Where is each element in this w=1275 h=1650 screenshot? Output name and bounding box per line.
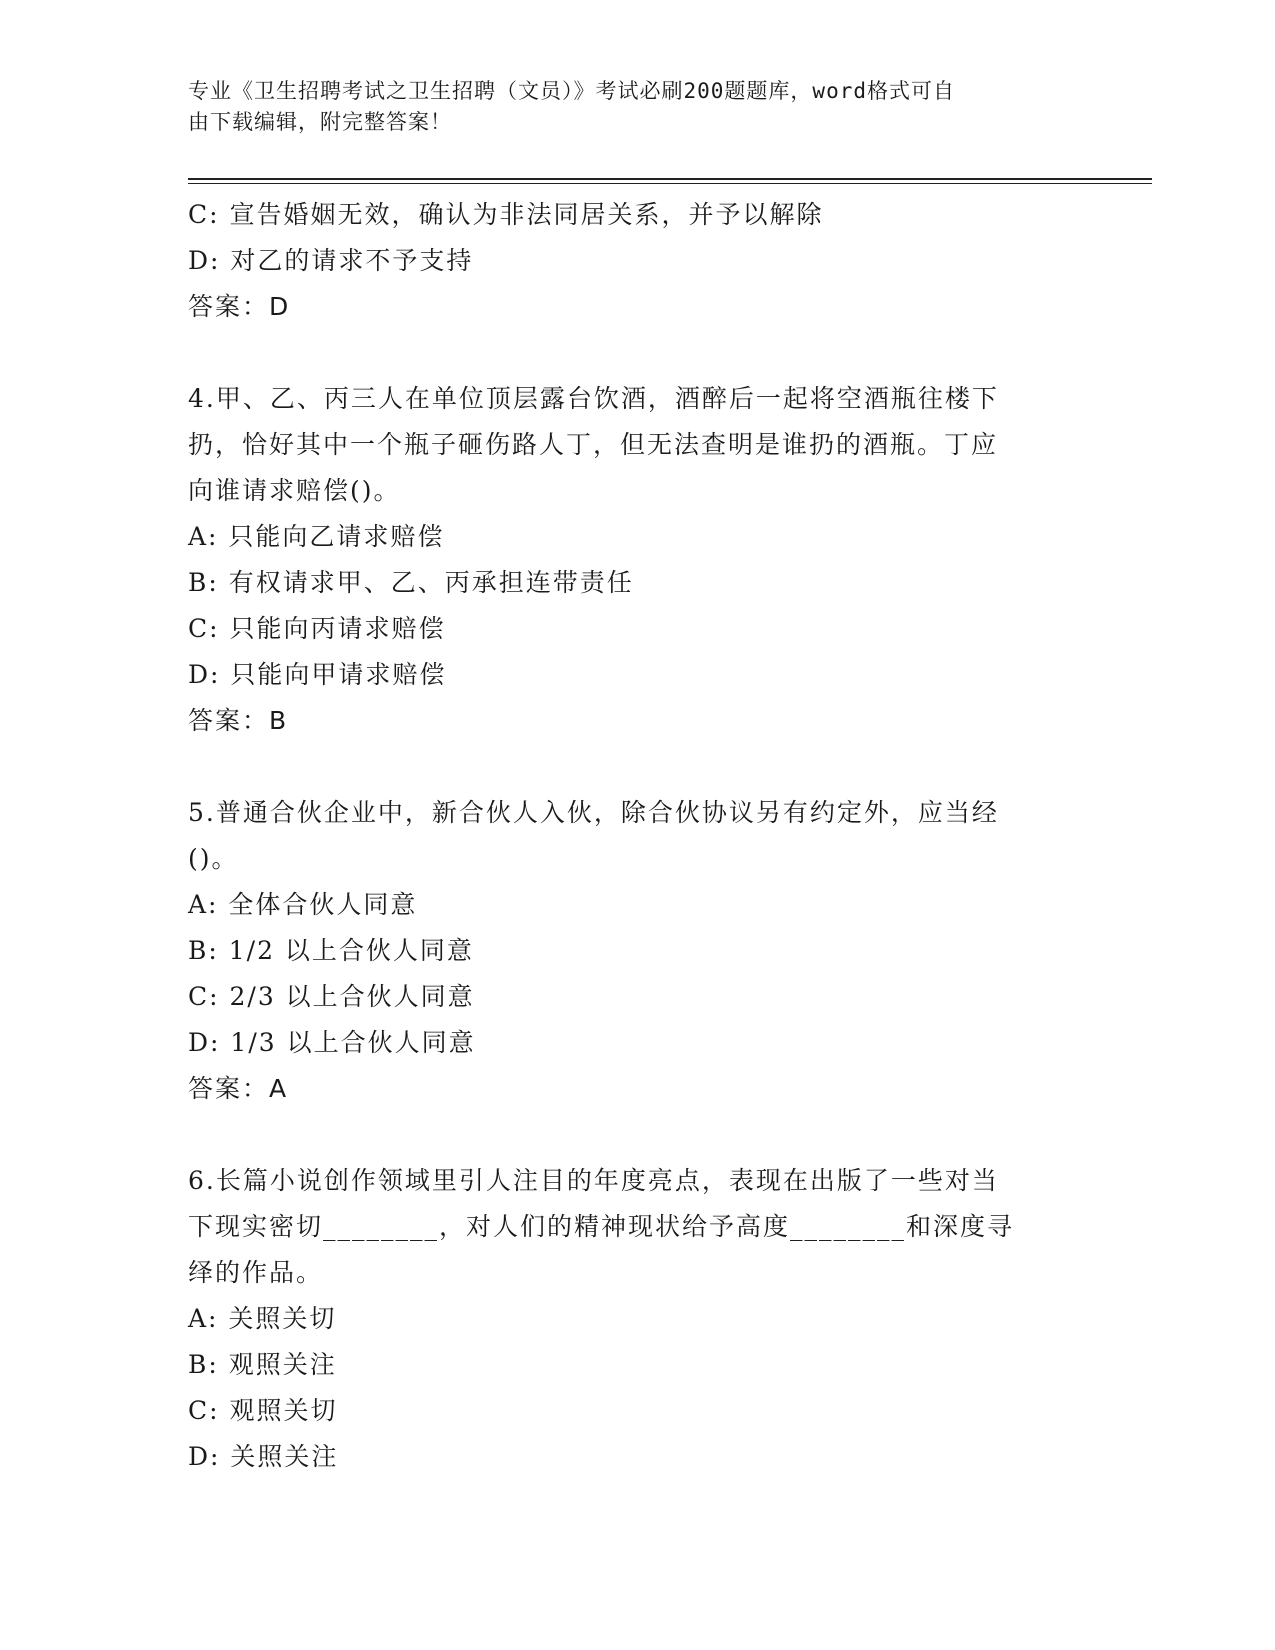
- header-title-line-1: 专业《卫生招聘考试之卫生招聘（文员）》考试必刷200题题库，word格式可自: [188, 79, 955, 103]
- q4-stem-line-2: 扔，恰好其中一个瓶子砸伤路人丁，但无法查明是谁扔的酒瓶。丁应: [188, 430, 999, 459]
- question-3: [188, 192, 1068, 330]
- question-6: [188, 1158, 1068, 1480]
- q6-option-b: B: 观照关注: [188, 1350, 337, 1379]
- q5-stem-line-1: 5.普通合伙企业中，新合伙人入伙，除合伙协议另有约定外，应当经: [188, 798, 999, 827]
- q4-option-a: A: 只能向乙请求赔偿: [188, 522, 445, 551]
- header-title-line-2: 由下载编辑，附完整答案！: [188, 110, 452, 134]
- q4-option-b: B: 有权请求甲、乙、丙承担连带责任: [188, 568, 634, 597]
- q5-option-b: B: 1/2 以上合伙人同意: [188, 936, 474, 965]
- question-5: [188, 790, 1068, 1112]
- header-rule-thin: [188, 183, 1152, 184]
- q4-stem-line-1: 4.甲、乙、丙三人在单位顶层露台饮酒，酒醉后一起将空酒瓶往楼下: [188, 384, 999, 413]
- q5-option-d: D: 1/3 以上合伙人同意: [188, 1028, 476, 1057]
- q6-stem-line-1: 6.长篇小说创作领域里引人注目的年度亮点，表现在出版了一些对当: [188, 1166, 999, 1195]
- q3-answer: 答案：D: [188, 292, 291, 321]
- q5-stem-line-2: ()。: [188, 844, 239, 873]
- q3-option-d: D: 对乙的请求不予支持: [188, 246, 474, 275]
- q6-option-d: D: 关照关注: [188, 1442, 339, 1471]
- q3-option-c: C: 宣告婚姻无效，确认为非法同居关系，并予以解除: [188, 200, 824, 229]
- q5-answer: 答案：A: [188, 1074, 289, 1103]
- spacer: [188, 1112, 1068, 1158]
- q6-option-a: A: 关照关切: [188, 1304, 337, 1333]
- header-rule-thick: [188, 178, 1152, 180]
- spacer: [188, 744, 1068, 790]
- q4-stem-line-3: 向谁请求赔偿()。: [188, 476, 401, 505]
- q5-option-c: C: 2/3 以上合伙人同意: [188, 982, 475, 1011]
- question-4: [188, 376, 1068, 744]
- q4-option-d: D: 只能向甲请求赔偿: [188, 660, 447, 689]
- q4-option-c: C: 只能向丙请求赔偿: [188, 614, 446, 643]
- q4-answer: 答案：B: [188, 706, 289, 735]
- q6-option-c: C: 观照关切: [188, 1396, 338, 1425]
- q6-stem-line-2: 下现实密切________，对人们的精神现状给予高度________和深度寻: [188, 1212, 1015, 1241]
- spacer: [188, 330, 1068, 376]
- document-header: [188, 76, 1068, 138]
- question-content: [188, 192, 1068, 1480]
- q6-stem-line-3: 绎的作品。: [188, 1258, 324, 1287]
- q5-option-a: A: 全体合伙人同意: [188, 890, 418, 919]
